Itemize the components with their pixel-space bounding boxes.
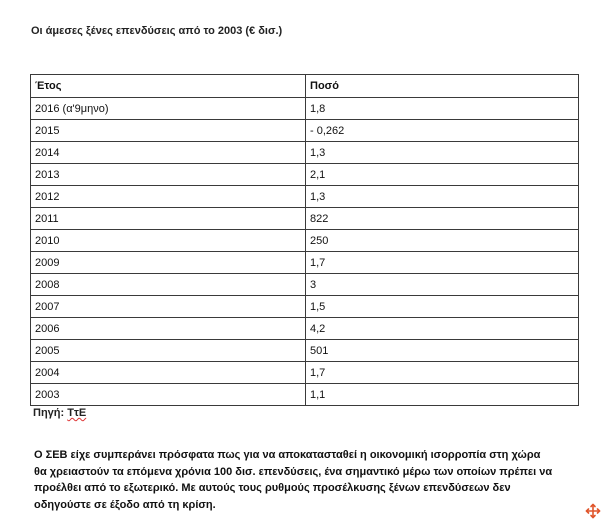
- amount-cell: 1,7: [306, 252, 579, 274]
- year-cell: 2014: [31, 142, 306, 164]
- source-label: Πηγή:: [33, 407, 68, 419]
- table-row: [31, 252, 579, 274]
- table-row: [31, 296, 579, 318]
- table-row: [31, 318, 579, 340]
- source-name: ΤτΕ: [67, 407, 87, 419]
- year-cell: 2012: [31, 186, 306, 208]
- amount-cell: 822: [306, 208, 579, 230]
- body-paragraph: Ο ΣΕΒ είχε συμπεράνει πρόσφατα πως για να αποκατασταθεί η οικονομική ισορροπία στη χώρα θα χρειαστούν τα επόμενα χρόνια 100 δισ. επενδύσεις, ένα σημαντικό μέρω των οποίων πρέπει να προέλθει από το εξωτερικό. Με αυτούς τους ρυθμούς προσέλκυσης ξένων επενδύσεων δεν οδηγούστε σε έξοδο από τη κρίση.: [34, 449, 553, 511]
- amount-cell: 1,7: [306, 362, 579, 384]
- amount-cell: 3: [306, 274, 579, 296]
- year-cell: 2006: [31, 318, 306, 340]
- column-header-amount: Ποσό: [306, 75, 579, 98]
- amount-cell: - 0,262: [306, 120, 579, 142]
- table-row: [31, 164, 579, 186]
- year-cell: 2008: [31, 274, 306, 296]
- table-row: [31, 362, 579, 384]
- table-row: [31, 98, 579, 120]
- amount-cell: 1,1: [306, 384, 579, 406]
- year-cell: 2005: [31, 340, 306, 362]
- year-cell: 2004: [31, 362, 306, 384]
- year-cell: 2003: [31, 384, 306, 406]
- table-row: [31, 274, 579, 296]
- amount-cell: 1,3: [306, 186, 579, 208]
- table-row: [31, 142, 579, 164]
- table-header-row: [31, 75, 579, 98]
- year-cell: 2015: [31, 120, 306, 142]
- year-cell: 2011: [31, 208, 306, 230]
- amount-cell: 2,1: [306, 164, 579, 186]
- amount-cell: 250: [306, 230, 579, 252]
- table-row: [31, 384, 579, 406]
- table-title: Οι άμεσες ξένες επενδύσεις από το 2003 (€ δισ.): [31, 25, 283, 37]
- amount-cell: 1,3: [306, 142, 579, 164]
- expand-arrows-icon[interactable]: [585, 503, 601, 519]
- amount-cell: 1,5: [306, 296, 579, 318]
- column-header-year: Έτος: [31, 75, 306, 98]
- fdi-table: [30, 74, 579, 406]
- year-cell: 2010: [31, 230, 306, 252]
- table-row: [31, 186, 579, 208]
- table-row: [31, 120, 579, 142]
- year-cell: 2016 (α'9μηνο): [31, 98, 306, 120]
- amount-cell: 1,8: [306, 98, 579, 120]
- amount-cell: 501: [306, 340, 579, 362]
- table-row: [31, 208, 579, 230]
- table-row: [31, 340, 579, 362]
- year-cell: 2013: [31, 164, 306, 186]
- amount-cell: 4,2: [306, 318, 579, 340]
- year-cell: 2009: [31, 252, 306, 274]
- source-note: [33, 407, 86, 419]
- table-row: [31, 230, 579, 252]
- year-cell: 2007: [31, 296, 306, 318]
